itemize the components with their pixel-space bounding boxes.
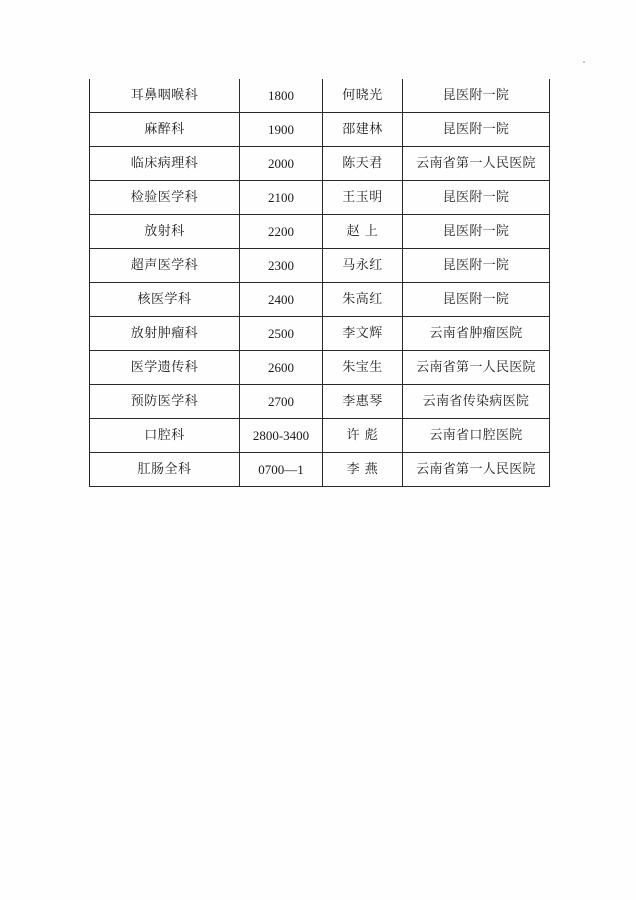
table-row <box>90 351 550 385</box>
hospital-cell: 云南省第一人民医院 <box>403 453 550 487</box>
physician-name-cell: 朱宝生 <box>323 351 403 385</box>
physician-name-cell: 朱高红 <box>323 283 403 317</box>
hospital-cell: 云南省第一人民医院 <box>403 351 550 385</box>
hospital-cell: 云南省肿瘤医院 <box>403 317 550 351</box>
physician-name-cell: 李 燕 <box>323 453 403 487</box>
table-row <box>90 419 550 453</box>
table-row <box>90 249 550 283</box>
code-cell: 2200 <box>240 215 323 249</box>
department-cell: 肛肠全科 <box>90 453 240 487</box>
physician-name-cell: 陈天君 <box>323 147 403 181</box>
physician-name-cell: 李文辉 <box>323 317 403 351</box>
physician-name-cell: 何晓光 <box>323 79 403 113</box>
hospital-cell: 云南省传染病医院 <box>403 385 550 419</box>
roster-table <box>89 79 550 487</box>
table-row <box>90 453 550 487</box>
table-row <box>90 215 550 249</box>
hospital-cell: 云南省口腔医院 <box>403 419 550 453</box>
department-cell: 麻醉科 <box>90 113 240 147</box>
department-cell: 检验医学科 <box>90 181 240 215</box>
department-cell: 预防医学科 <box>90 385 240 419</box>
roster-table-body <box>90 79 550 487</box>
hospital-cell: 昆医附一院 <box>403 181 550 215</box>
code-cell: 2800-3400 <box>240 419 323 453</box>
table-row <box>90 385 550 419</box>
physician-name-cell: 许 彪 <box>323 419 403 453</box>
code-cell: 2600 <box>240 351 323 385</box>
code-cell: 2000 <box>240 147 323 181</box>
physician-name-cell: 邵建林 <box>323 113 403 147</box>
physician-name-cell: 李惠琴 <box>323 385 403 419</box>
scan-speck <box>583 61 585 63</box>
department-cell: 医学遗传科 <box>90 351 240 385</box>
hospital-cell: 昆医附一院 <box>403 79 550 113</box>
table-row <box>90 317 550 351</box>
code-cell: 2400 <box>240 283 323 317</box>
table-row <box>90 181 550 215</box>
physician-name-cell: 马永红 <box>323 249 403 283</box>
code-cell: 2300 <box>240 249 323 283</box>
code-cell: 0700—1 <box>240 453 323 487</box>
hospital-cell: 云南省第一人民医院 <box>403 147 550 181</box>
table-row <box>90 283 550 317</box>
code-cell: 2100 <box>240 181 323 215</box>
table-row <box>90 79 550 113</box>
code-cell: 2700 <box>240 385 323 419</box>
department-cell: 放射科 <box>90 215 240 249</box>
hospital-cell: 昆医附一院 <box>403 283 550 317</box>
department-cell: 核医学科 <box>90 283 240 317</box>
department-cell: 耳鼻咽喉科 <box>90 79 240 113</box>
department-cell: 临床病理科 <box>90 147 240 181</box>
hospital-cell: 昆医附一院 <box>403 113 550 147</box>
department-cell: 口腔科 <box>90 419 240 453</box>
code-cell: 1900 <box>240 113 323 147</box>
table-row <box>90 147 550 181</box>
department-cell: 放射肿瘤科 <box>90 317 240 351</box>
hospital-cell: 昆医附一院 <box>403 215 550 249</box>
hospital-cell: 昆医附一院 <box>403 249 550 283</box>
code-cell: 2500 <box>240 317 323 351</box>
physician-name-cell: 王玉明 <box>323 181 403 215</box>
physician-name-cell: 赵 上 <box>323 215 403 249</box>
table-row <box>90 113 550 147</box>
code-cell: 1800 <box>240 79 323 113</box>
department-cell: 超声医学科 <box>90 249 240 283</box>
